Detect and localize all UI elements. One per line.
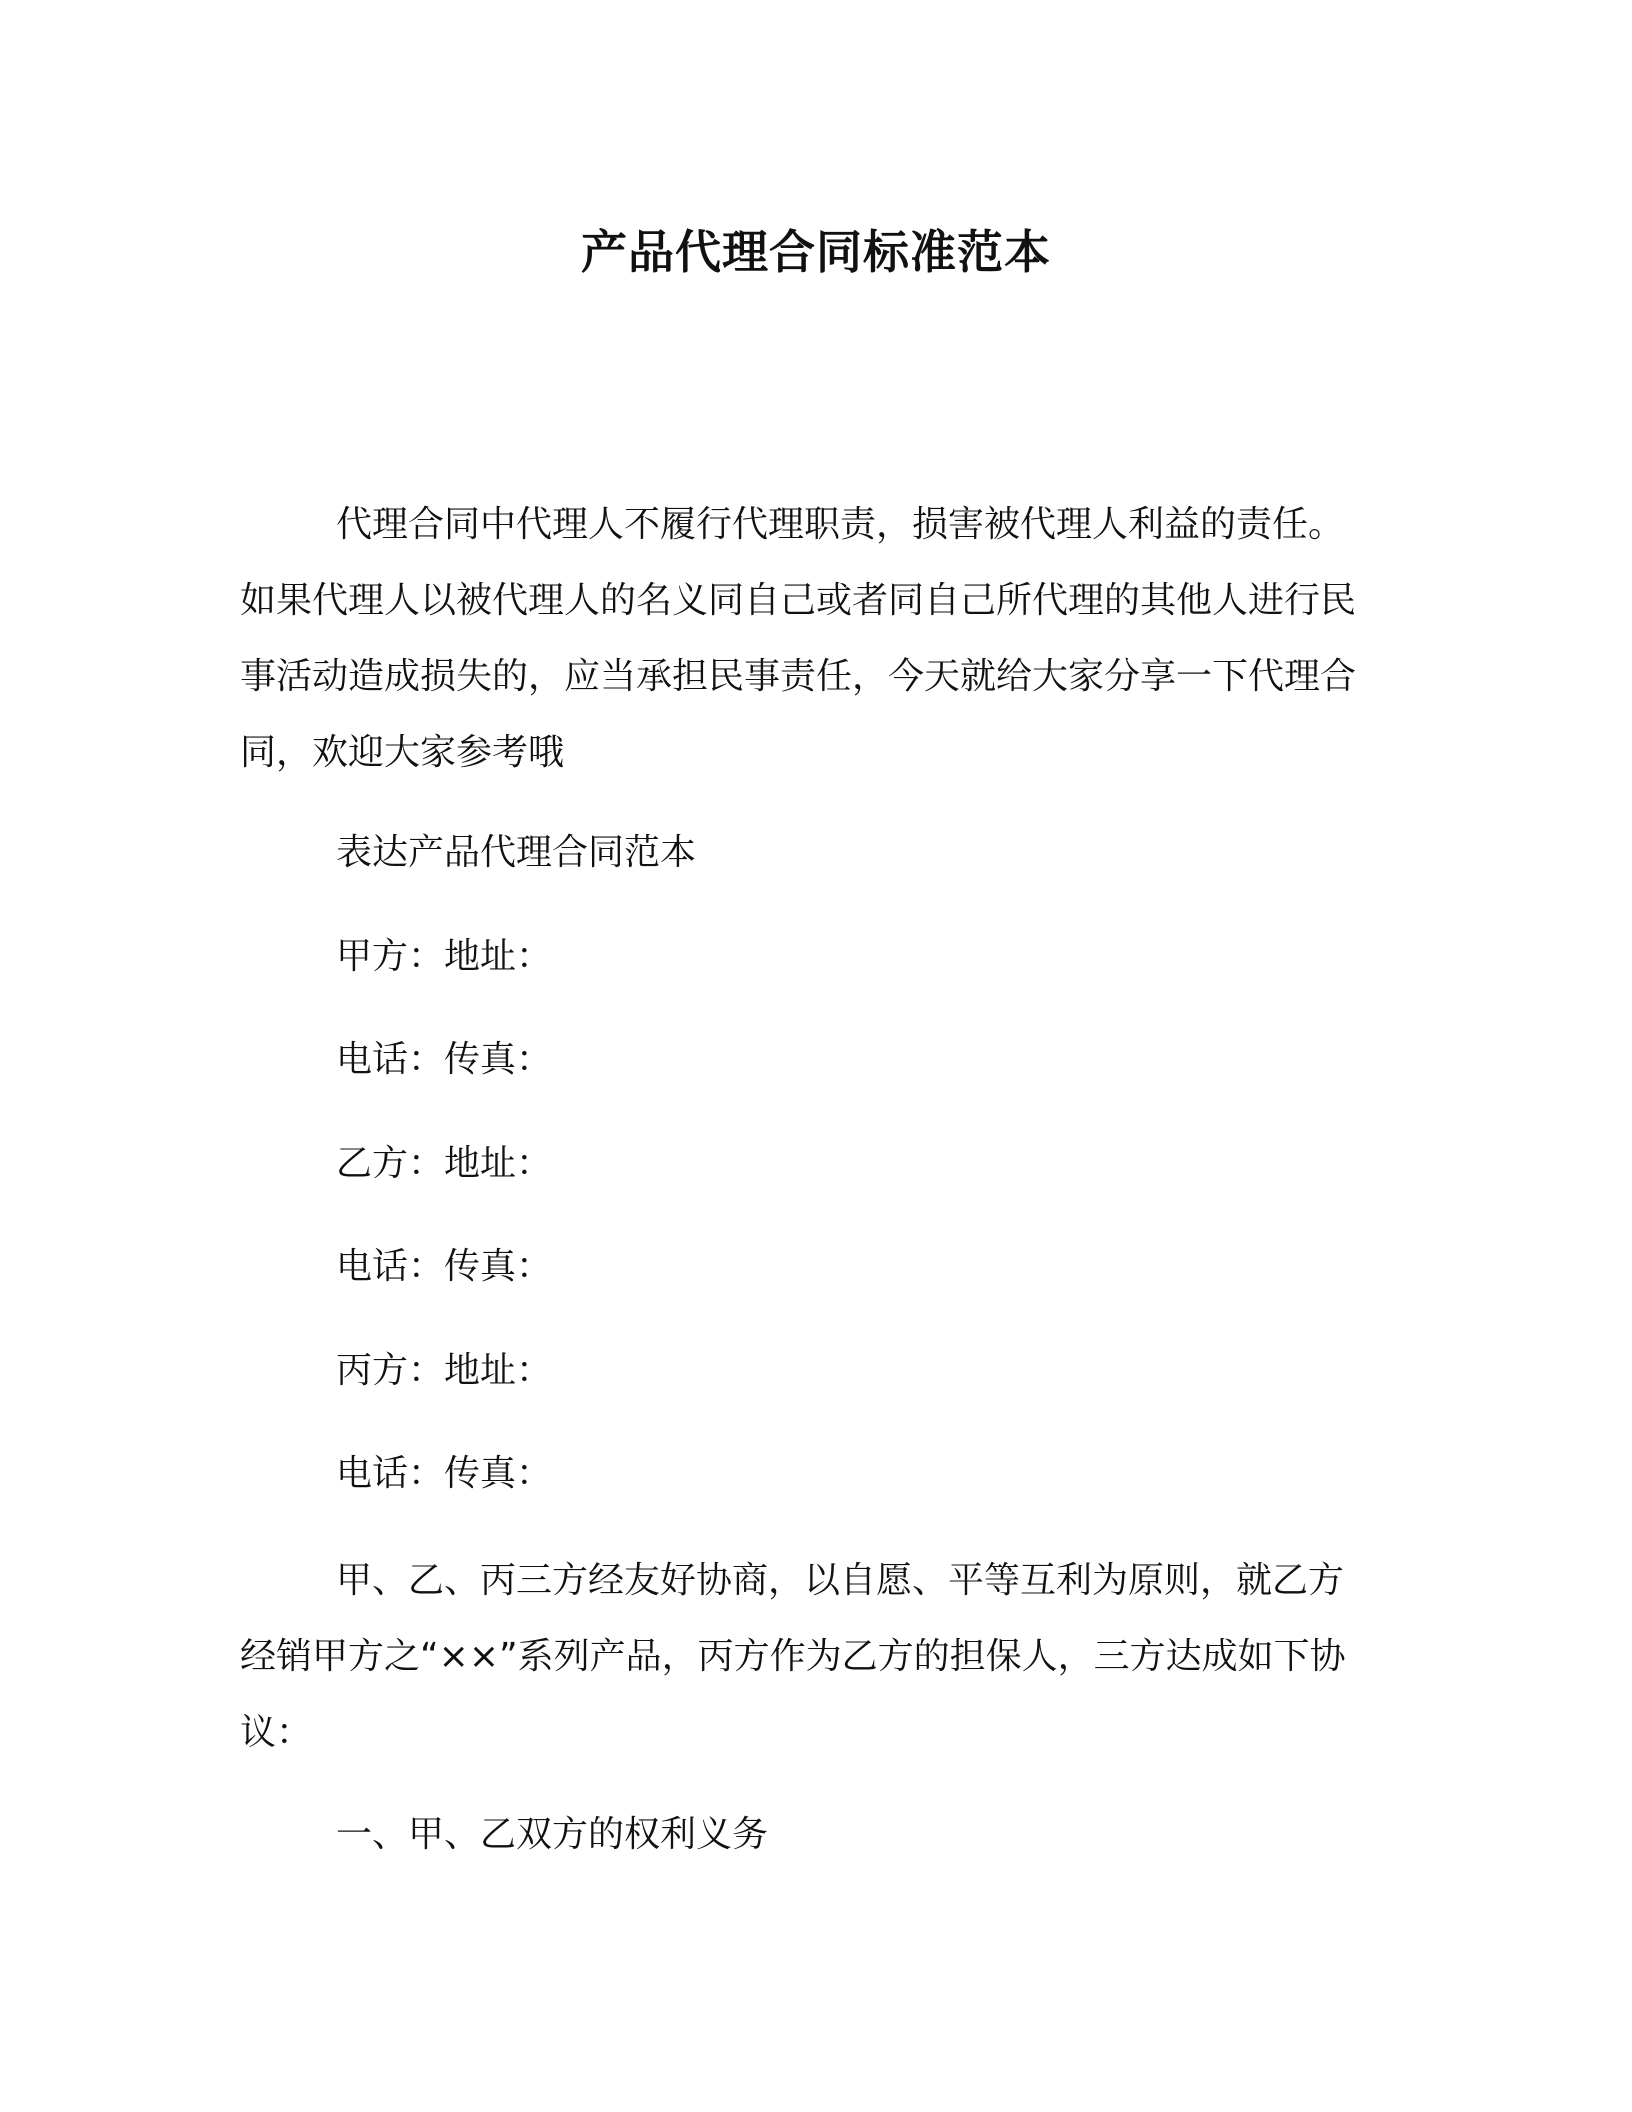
- section-1-heading: 一、甲、乙双方的权利义务: [336, 1814, 769, 1855]
- party-c-phone-line: 电话：传真：: [336, 1453, 553, 1494]
- intro-paragraph: 代理合同中代理人不履行代理职责，损害被代理人利益的责任。如果代理人以被代理人的名义同自己或者同自己所代理的其他人进行民事活动造成损失的，应当承担民事责任，今天就给大家分享一下代理合同，欢迎大家参考哦: [240, 504, 1357, 773]
- party-b-address-line: 乙方：地址：: [336, 1143, 553, 1184]
- party-a-phone-line: 电话：传真：: [336, 1039, 553, 1080]
- agreement-paragraph: 甲、乙、丙三方经友好协商，以自愿、平等互利为原则，就乙方经销甲方之“××”系列产品，丙方作为乙方的担保人，三方达成如下协议：: [240, 1560, 1346, 1753]
- document-title: 产品代理合同标准范本: [581, 225, 1051, 279]
- party-c-address-line: 丙方：地址：: [336, 1350, 553, 1391]
- party-a-address-line: 甲方：地址：: [336, 936, 553, 977]
- subtitle-line: 表达产品代理合同范本: [336, 832, 697, 873]
- party-b-phone-line: 电话：传真：: [336, 1246, 553, 1287]
